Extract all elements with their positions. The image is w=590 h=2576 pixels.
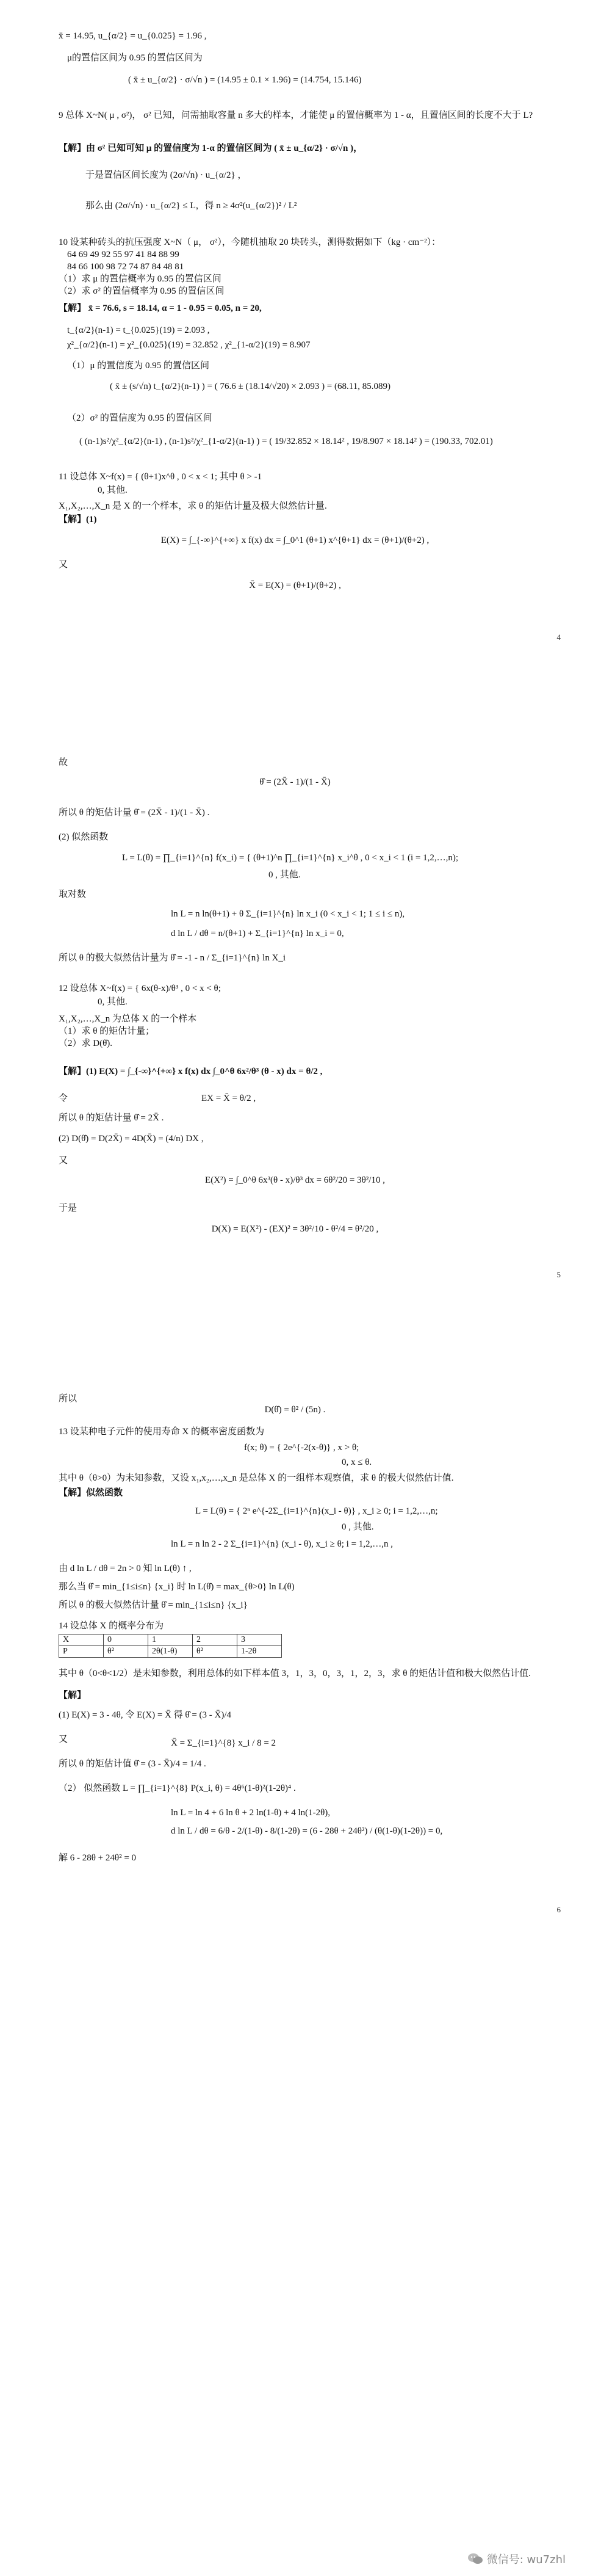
table-cell: 1 xyxy=(148,1634,193,1646)
text-line: 0, 其他. xyxy=(98,485,128,495)
formula-line: d ln L / dθ = n/(θ+1) + Σ_{i=1}^{n} ln x_i = 0, xyxy=(171,929,344,938)
sub-question: （2）求 D(θ̂). xyxy=(59,1039,113,1048)
table-cell: θ² xyxy=(104,1646,148,1658)
formula-line: X̄ = Σ_{i=1}^{8} x_i / 8 = 2 xyxy=(171,1738,276,1748)
page-number: 6 xyxy=(556,1905,561,1914)
text-line: (2) 似然函数 xyxy=(59,832,109,842)
formula-line: L = L(θ) = { 2ⁿ e^{-2Σ_{i=1}^{n}(x_i - θ)} , x_i ≥ 0; i = 1,2,…,n; xyxy=(195,1506,438,1516)
text-line: 令 xyxy=(59,1094,68,1103)
sub-question: （1）求 μ 的置信概率为 0.95 的置信区间 xyxy=(59,274,221,284)
formula-line: (1) E(X) = 3 - 4θ, 令 E(X) = X̄ 得 θ̂ = (3 - X̄)/4 xyxy=(59,1710,232,1720)
text-line: 所以 θ 的极大似然估计量为 θ̂ = -1 - n / Σ_{i=1}^{n} ln X_i xyxy=(59,953,286,963)
formula-line: ln L = n ln(θ+1) + θ Σ_{i=1}^{n} ln x_i (0 < x_i < 1; 1 ≤ i ≤ n), xyxy=(171,909,405,919)
text-line: μ的置信区间为 0.95 的置信区间为 xyxy=(67,53,203,63)
data-row: 84 66 100 98 72 74 87 84 48 81 xyxy=(67,262,184,272)
formula-line: ( x̄ ± (s/√n) t_{α/2}(n-1) ) = ( 76.6 ± (18.14/√20) × 2.093 ) = (68.11, 85.089) xyxy=(110,382,390,391)
text-line: 0, 其他. xyxy=(98,997,128,1007)
solution-line: 【解】 xyxy=(59,1691,87,1700)
formula-line: L = L(θ) = ∏_{i=1}^{n} f(x_i) = { (θ+1)^n ∏_{i=1}^{n} x_i^θ , 0 < x_i < 1 (i = 1,2,…,n); xyxy=(122,853,458,863)
text-line: 解 6 - 28θ + 24θ² = 0 xyxy=(59,1853,137,1863)
formula-line: 0 , 其他. xyxy=(342,1522,374,1532)
table-cell: 2θ(1-θ) xyxy=(148,1646,193,1658)
text-line: 于是置信区间长度为 (2σ/√n) · u_{α/2} ， xyxy=(85,170,247,180)
sub-question: （1）求 θ 的矩估计量； xyxy=(59,1026,155,1036)
probability-table xyxy=(59,1634,282,1658)
text-line: 所以 θ 的极大似然估计量 θ̂ = min_{1≤i≤n} {x_i} xyxy=(59,1600,248,1610)
table-cell: 2 xyxy=(193,1634,237,1646)
formula-line: (2) D(θ̂) = D(2X̄) = 4D(X̄) = (4/n) DX , xyxy=(59,1134,204,1144)
wechat-watermark xyxy=(467,2551,566,2567)
solution-line: 【解】由 σ² 已知可知 μ 的置信度为 1-α 的置信区间为 ( x̄ ± u_{α/2} · σ/√n )， xyxy=(59,143,363,153)
text-line: （2）σ² 的置信度为 0.95 的置信区间 xyxy=(67,413,212,423)
formula-line: ln L = ln 4 + 6 ln θ + 2 ln(1-θ) + 4 ln(1-2θ), xyxy=(171,1808,331,1818)
table-cell: 1-2θ xyxy=(237,1646,282,1658)
formula-line: E(X) = ∫_{-∞}^{+∞} x f(x) dx = ∫_0^1 (θ+1) x^{θ+1} dx = (θ+1)/(θ+2) , xyxy=(160,535,430,545)
solution-line: 【解】(1) E(X) = ∫_{-∞}^{+∞} x f(x) dx ∫_0^θ 6x²/θ³ (θ - x) dx = θ/2 , xyxy=(59,1067,323,1076)
text-line: t_{α/2}(n-1) = t_{0.025}(19) = 2.093 , xyxy=(67,325,210,335)
text-line: 所以 xyxy=(59,1394,77,1404)
text-line: 由 d ln L / dθ = 2n > 0 知 ln L(θ) ↑ , xyxy=(59,1564,192,1573)
text-line: 又 xyxy=(59,1156,68,1166)
question-text: 14 设总体 X 的概率分布为 xyxy=(59,1621,164,1631)
text-line: x̄ = 14.95, u_{α/2} = u_{0.025} = 1.96 , xyxy=(59,31,207,41)
solution-line: 【解】(1) xyxy=(59,515,97,524)
formula-line: f(x; θ) = { 2e^{-2(x-θ)} , x > θ; xyxy=(244,1443,359,1453)
question-text: 12 设总体 X~f(x) = { 6x(θ-x)/θ³ , 0 < x < θ; xyxy=(59,984,221,993)
table-cell: X xyxy=(59,1634,104,1646)
table-cell: 3 xyxy=(237,1634,282,1646)
question-text: 13 设某种电子元件的使用寿命 X 的概率密度函数为 xyxy=(59,1427,265,1437)
formula-line: 0 , 其他. xyxy=(268,870,301,880)
watermark-text: 微信号: wu7zhl xyxy=(486,2553,566,2566)
question-text: 10 设某种砖头的抗压强度 X~N（ μ， σ²），今随机抽取 20 块砖头，测得数据如下（kg · cm⁻²）： xyxy=(59,238,441,247)
table-cell: P xyxy=(59,1646,104,1658)
sub-question: （2）求 σ² 的置信概率为 0.95 的置信区间 xyxy=(59,286,225,296)
text-line: 取对数 xyxy=(59,890,87,899)
text-line: 所以 θ 的矩估计值 θ̂ = (3 - X̄)/4 = 1/4 . xyxy=(59,1759,206,1769)
solution-line: 【解】 x̄ = 76.6, s = 18.14, α = 1 - 0.95 = 0.05, n = 20, xyxy=(59,303,262,313)
question-text: 其中 θ（θ>0）为未知参数，又设 x₁,x₂,…,x_n 是总体 X 的一组样本观察值，求 θ 的极大似然估计值. xyxy=(59,1473,454,1483)
text-line: 又 xyxy=(59,560,68,570)
text-line: 所以 θ 的矩估计量 θ̂ = 2X̄ . xyxy=(59,1113,164,1123)
formula-line: E(X²) = ∫_0^θ 6x³(θ - x)/θ³ dx = 6θ²/20 = 3θ²/10 , xyxy=(205,1175,385,1185)
text-line: 那么当 θ̂ = min_{1≤i≤n} {x_i} 时 ln L(θ̂) = max_{θ>0} ln L(θ) xyxy=(59,1582,295,1592)
formula-line: D(θ̂) = θ² / (5n) . xyxy=(264,1405,326,1415)
text-line: χ²_{α/2}(n-1) = χ²_{0.025}(19) = 32.852 , χ²_{1-α/2}(19) = 8.907 xyxy=(67,340,311,350)
text-line: 又 xyxy=(59,1735,68,1744)
table-cell: θ² xyxy=(193,1646,237,1658)
formula-line: X̄ = E(X) = (θ+1)/(θ+2) , xyxy=(249,581,341,590)
formula-line: d ln L / dθ = 6/θ - 2/(1-θ) - 8/(1-2θ) = (6 - 28θ + 24θ²) / (θ(1-θ)(1-2θ)) = 0, xyxy=(171,1826,443,1836)
page-number: 4 xyxy=(556,633,561,642)
table-row xyxy=(59,1646,282,1658)
formula-line: ( x̄ ± u_{α/2} · σ/√n ) = (14.95 ± 0.1 × 1.96) = (14.754, 15.146) xyxy=(128,75,362,85)
table-cell: 0 xyxy=(104,1634,148,1646)
wechat-icon xyxy=(467,2552,483,2566)
formula-line: （2） 似然函数 L = ∏_{i=1}^{8} P(x_i, θ) = 4θ⁶(1-θ)²(1-2θ)⁴ . xyxy=(59,1783,296,1793)
formula-line: D(X) = E(X²) - (EX)² = 3θ²/10 - θ²/4 = θ²/20 , xyxy=(211,1224,379,1234)
question-text: 其中 θ（0<θ<1/2）是未知参数，利用总体的如下样本值 3，1，3，0，3，1，2，3，求 θ 的矩估计值和极大似然估计值. xyxy=(59,1669,531,1678)
text-line: 所以 θ 的矩估计量 θ̂ = (2X̄ - 1)/(1 - X̄) . xyxy=(59,808,210,818)
text-line: 那么由 (2σ/√n) · u_{α/2} ≤ L，得 n ≥ 4σ²(u_{α/2})² / L² xyxy=(85,201,297,211)
text-line: X₁,X₂,…,X_n 为总体 X 的一个样本 xyxy=(59,1014,197,1024)
formula-line: 0, x ≤ θ. xyxy=(342,1457,372,1467)
formula-line: ( (n-1)s²/χ²_{α/2}(n-1) , (n-1)s²/χ²_{1-α/2}(n-1) ) = ( 19/32.852 × 18.14² , 19/8.907 × 18.14² ) = (190.33, 702.01) xyxy=(79,437,493,446)
formula-line: ln L = n ln 2 - 2 Σ_{i=1}^{n} (x_i - θ), x_i ≥ θ; i = 1,2,…,n , xyxy=(171,1539,394,1549)
text-line: 故 xyxy=(59,758,68,767)
data-row: 64 69 49 92 55 97 41 84 88 99 xyxy=(67,250,179,259)
formula-line: EX = X̄ = θ/2 , xyxy=(201,1094,256,1103)
text-line: （1）μ 的置信度为 0.95 的置信区间 xyxy=(67,361,210,371)
text-line: X₁,X₂,…,X_n 是 X 的一个样本，求 θ 的矩估计量及极大似然估计量. xyxy=(59,501,327,511)
question-text: 9 总体 X~N( μ , σ²)， σ² 已知，问需抽取容量 n 多大的样本，才能使 μ 的置信概率为 1 - α，且置信区间的长度不大于 L? xyxy=(59,111,533,120)
table-row xyxy=(59,1634,282,1646)
solution-line: 【解】似然函数 xyxy=(59,1488,123,1498)
formula-line: θ̂ = (2X̄ - 1)/(1 - X̄) xyxy=(259,777,331,787)
text-line: 于是 xyxy=(59,1203,77,1213)
page-number: 5 xyxy=(556,1270,561,1279)
question-text: 11 设总体 X~f(x) = { (θ+1)x^θ , 0 < x < 1; 其中 θ > -1 xyxy=(59,472,262,482)
